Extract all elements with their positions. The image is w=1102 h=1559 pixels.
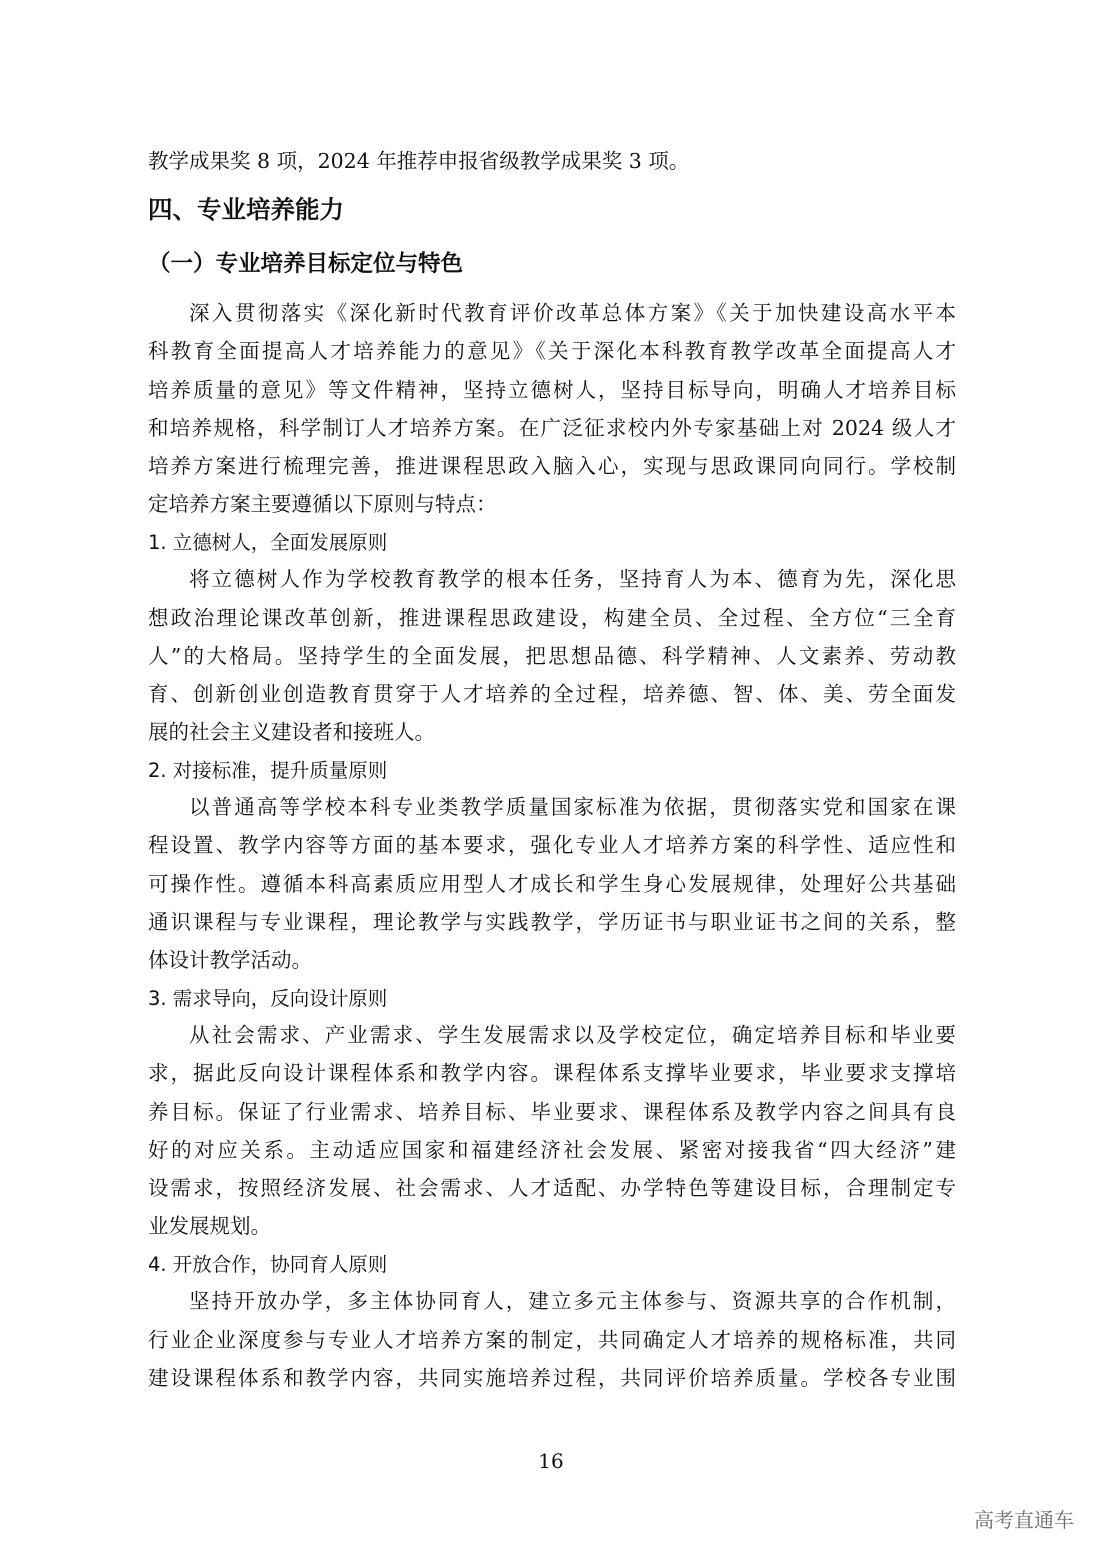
paragraph-line: 以普通高等学校本科专业类教学质量国家标准为依据，贯彻落实党和国家在课 [189,795,956,820]
paragraph-line: 想政治理论课改革创新，推进课程思政建设，构建全员、全过程、全方位“三全育 [148,605,956,630]
paragraph-line: 求，据此反向设计课程体系和教学内容。课程体系支撑毕业要求，毕业要求支撑培 [148,1061,956,1086]
paragraph-line: 业发展规划。 [148,1214,271,1239]
paragraph-line: 培养方案进行梳理完善，推进课程思政入脑入心，实现与思政课同向同行。学校制 [148,453,956,478]
paragraph-line: 建设课程体系和教学内容，共同实施培养过程，共同评价培养质量。学校各专业围 [148,1365,956,1390]
paragraph-line: 深入贯彻落实《深化新时代教育评价改革总体方案》《关于加快建设高水平本 [189,301,956,326]
paragraph-line: 养目标。保证了行业需求、培养目标、毕业要求、课程体系及教学内容之间具有良 [148,1099,956,1124]
paragraph-line: 坚持开放办学，多主体协同育人，建立多元主体参与、资源共享的合作机制， [189,1289,956,1314]
paragraph-line: 培养质量的意见》等文件精神，坚持立德树人，坚持目标导向，明确人才培养目标 [148,377,956,402]
paragraph-line: 育、创新创业创造教育贯穿于人才培养的全过程，培养德、智、体、美、劳全面发 [148,681,956,706]
paragraph-line: 人”的大格局。坚持学生的全面发展，把思想品德、科学精神、人文素养、劳动教 [148,643,956,668]
subsection-heading: （一）专业培养目标定位与特色 [148,251,464,278]
paragraph-line: 体设计教学活动。 [148,948,312,972]
page-number: 16 [538,1449,564,1473]
principle-heading: 2. 对接标准，提升质量原则 [148,759,388,783]
paragraph-line: 教学成果奖 8 项，2024 年推荐申报省级教学成果奖 3 项。 [148,149,690,173]
principle-paragraph [148,1282,956,1397]
paragraph-line: 从社会需求、产业需求、学生发展需求以及学校定位，确定培养目标和毕业要 [189,1023,956,1048]
paragraph-line: 通识课程与专业课程，理论教学与实践教学，学历证书与职业证书之间的关系，整 [148,909,956,934]
paragraph-line: 和培养规格，科学制订人才培养方案。在广泛征求校内外专家基础上对 2024 级人才 [148,415,956,440]
page-body [148,142,956,1397]
principle-heading: 3. 需求导向，反向设计原则 [148,987,388,1011]
principle-heading: 4. 开放合作，协同育人原则 [148,1253,388,1277]
paragraph-line: 科教育全面提高人才培养能力的意见》《关于深化本科教育教学改革全面提高人才 [148,339,956,364]
paragraph-line: 定培养方案主要遵循以下原则与特点： [148,492,497,517]
paragraph-line: 可操作性。遵循本科高素质应用型人才成长和学生身心发展规律，处理好公共基础 [148,871,956,896]
intro-paragraph [148,294,956,523]
paragraph-line: 将立德树人作为学校教育教学的根本任务，坚持育人为本、德育为先，深化思 [189,567,956,592]
paragraph-line: 程设置、教学内容等方面的基本要求，强化专业人才培养方案的科学性、适应性和 [148,833,956,858]
paragraph-line: 好的对应关系。主动适应国家和福建经济社会发展、紧密对接我省“四大经济”建 [148,1137,956,1162]
principle-paragraph [148,1016,956,1245]
paragraph-line: 展的社会主义建设者和接班人。 [148,720,435,745]
principle-heading: 1. 立德树人，全面发展原则 [148,531,388,555]
paragraph-line: 设需求，按照经济发展、社会需求、人才适配、办学特色等建设目标，合理制定专 [148,1175,956,1200]
watermark: 高考直通车 [974,1508,1074,1532]
section-heading: 四、专业培养能力 [148,195,344,225]
principle-paragraph [148,788,956,979]
paragraph-line: 行业企业深度参与专业人才培养方案的制定，共同确定人才培养的规格标准，共同 [148,1327,956,1352]
principle-paragraph [148,560,956,751]
